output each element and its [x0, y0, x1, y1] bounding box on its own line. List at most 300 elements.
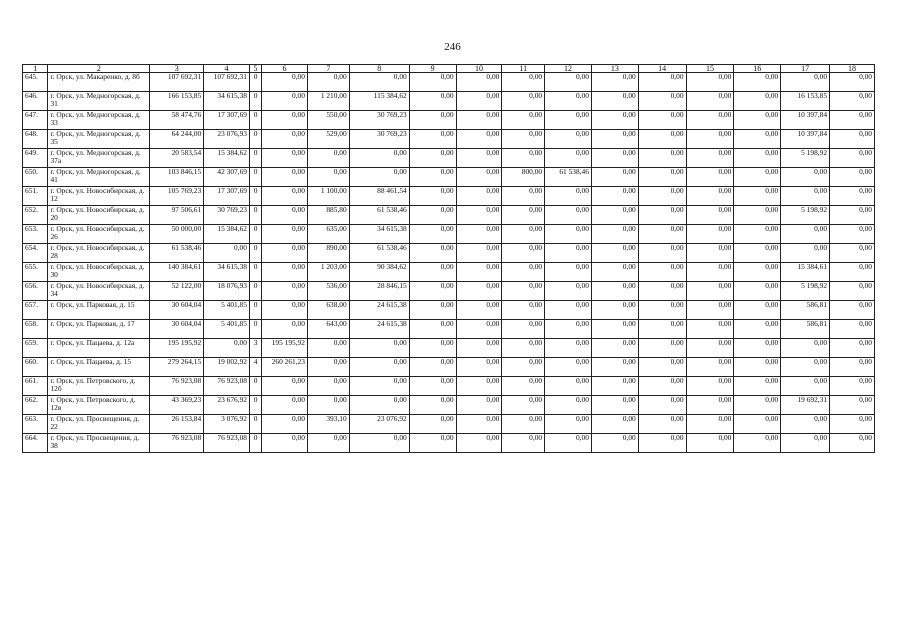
value-cell: 0,00 [262, 434, 308, 453]
value-cell: 0,00 [307, 377, 349, 396]
value-cell: 0,00 [349, 434, 409, 453]
value-cell: 0,00 [409, 168, 456, 187]
address-cell: г. Орск, ул. Медногорская, д. 41 [48, 168, 150, 187]
value-cell: 0,00 [545, 396, 592, 415]
value-cell: 0,00 [591, 377, 638, 396]
column-header: 2 [48, 65, 150, 73]
address-cell: г. Орск, ул. Медногорская, д. 35 [48, 130, 150, 149]
value-cell: 5 198,92 [781, 149, 830, 168]
value-cell: 0,00 [591, 320, 638, 339]
value-cell: 0,00 [686, 358, 734, 377]
value-cell: 0,00 [734, 415, 781, 434]
value-cell: 0,00 [638, 358, 686, 377]
value-cell: 0,00 [409, 282, 456, 301]
value-cell: 0,00 [830, 358, 875, 377]
value-cell: 107 692,31 [204, 73, 250, 92]
value-cell: 0 [249, 187, 261, 206]
value-cell: 0,00 [638, 168, 686, 187]
table-row [23, 225, 875, 244]
value-cell: 0,00 [456, 396, 502, 415]
value-cell: 0,00 [734, 320, 781, 339]
value-cell: 0,00 [734, 111, 781, 130]
value-cell: 0,00 [781, 339, 830, 358]
value-cell: 76 923,08 [150, 434, 204, 453]
value-cell: 0,00 [781, 415, 830, 434]
value-cell: 0,00 [591, 149, 638, 168]
value-cell: 0,00 [591, 187, 638, 206]
value-cell: 97 506,61 [150, 206, 204, 225]
column-header: 1 [23, 65, 48, 73]
value-cell: 0,00 [545, 149, 592, 168]
value-cell: 0,00 [262, 263, 308, 282]
value-cell: 0 [249, 130, 261, 149]
value-cell: 0,00 [781, 434, 830, 453]
value-cell: 0,00 [734, 339, 781, 358]
row-number-cell: 648. [23, 130, 48, 149]
value-cell: 0 [249, 244, 261, 263]
value-cell: 10 397,84 [781, 130, 830, 149]
value-cell: 43 369,23 [150, 396, 204, 415]
value-cell: 638,00 [307, 301, 349, 320]
value-cell: 0,00 [262, 396, 308, 415]
column-header: 11 [502, 65, 545, 73]
value-cell: 64 244,00 [150, 130, 204, 149]
value-cell: 0,00 [781, 225, 830, 244]
value-cell: 0,00 [456, 206, 502, 225]
value-cell: 20 583,54 [150, 149, 204, 168]
value-cell: 30 769,23 [204, 206, 250, 225]
value-cell: 0,00 [545, 111, 592, 130]
value-cell: 34 615,38 [204, 92, 250, 111]
value-cell: 0 [249, 225, 261, 244]
value-cell: 0,00 [781, 168, 830, 187]
value-cell: 90 384,62 [349, 263, 409, 282]
value-cell: 166 153,85 [150, 92, 204, 111]
value-cell: 0,00 [781, 244, 830, 263]
value-cell: 0,00 [734, 225, 781, 244]
value-cell: 61 538,46 [349, 206, 409, 225]
value-cell: 0,00 [456, 434, 502, 453]
value-cell: 0,00 [307, 434, 349, 453]
value-cell: 0,00 [456, 225, 502, 244]
value-cell: 0,00 [409, 377, 456, 396]
address-cell: г. Орск, ул. Просвещения, д. 38 [48, 434, 150, 453]
value-cell: 800,00 [502, 168, 545, 187]
value-cell: 0,00 [638, 149, 686, 168]
value-cell: 0,00 [638, 396, 686, 415]
value-cell: 0,00 [830, 225, 875, 244]
value-cell: 0,00 [502, 206, 545, 225]
value-cell: 643,00 [307, 320, 349, 339]
value-cell: 0,00 [686, 339, 734, 358]
value-cell: 0,00 [734, 149, 781, 168]
value-cell: 0,00 [349, 339, 409, 358]
value-cell: 0,00 [456, 282, 502, 301]
value-cell: 0,00 [502, 225, 545, 244]
value-cell: 52 122,00 [150, 282, 204, 301]
value-cell: 0,00 [545, 282, 592, 301]
value-cell: 0,00 [686, 168, 734, 187]
value-cell: 0,00 [409, 339, 456, 358]
value-cell: 0,00 [686, 225, 734, 244]
row-number-cell: 646. [23, 92, 48, 111]
value-cell: 0,00 [638, 92, 686, 111]
value-cell: 0,00 [830, 396, 875, 415]
value-cell: 30 769,23 [349, 111, 409, 130]
value-cell: 0,00 [262, 130, 308, 149]
value-cell: 0,00 [409, 244, 456, 263]
address-cell: г. Орск, ул. Медногорская, д. 31 [48, 92, 150, 111]
header-row [23, 65, 875, 73]
value-cell: 635,00 [307, 225, 349, 244]
value-cell: 0,00 [686, 415, 734, 434]
value-cell: 0,00 [502, 396, 545, 415]
value-cell: 0,00 [591, 206, 638, 225]
value-cell: 0,00 [456, 187, 502, 206]
value-cell: 0,00 [591, 301, 638, 320]
value-cell: 115 384,62 [349, 92, 409, 111]
value-cell: 0,00 [686, 282, 734, 301]
row-number-cell: 660. [23, 358, 48, 377]
value-cell: 15 384,62 [204, 225, 250, 244]
value-cell: 0,00 [456, 149, 502, 168]
value-cell: 0,00 [409, 92, 456, 111]
value-cell: 890,00 [307, 244, 349, 263]
value-cell: 0,00 [686, 263, 734, 282]
value-cell: 0,00 [262, 92, 308, 111]
value-cell: 0,00 [686, 111, 734, 130]
value-cell: 0,00 [349, 149, 409, 168]
value-cell: 23 076,92 [349, 415, 409, 434]
value-cell: 0,00 [545, 415, 592, 434]
address-cell: г. Орск, ул. Медногорская, д. 33 [48, 111, 150, 130]
value-cell: 1 203,00 [307, 263, 349, 282]
row-number-cell: 655. [23, 263, 48, 282]
value-cell: 0,00 [502, 339, 545, 358]
row-number-cell: 656. [23, 282, 48, 301]
value-cell: 0,00 [734, 168, 781, 187]
value-cell: 0,00 [781, 187, 830, 206]
value-cell: 0,00 [502, 149, 545, 168]
value-cell: 0,00 [638, 282, 686, 301]
value-cell: 103 846,15 [150, 168, 204, 187]
value-cell: 0,00 [349, 396, 409, 415]
value-cell: 0,00 [638, 111, 686, 130]
value-cell: 885,80 [307, 206, 349, 225]
value-cell: 26 153,84 [150, 415, 204, 434]
value-cell: 0,00 [262, 377, 308, 396]
column-header: 3 [150, 65, 204, 73]
row-number-cell: 650. [23, 168, 48, 187]
value-cell: 30 604,04 [150, 301, 204, 320]
value-cell: 0,00 [456, 130, 502, 149]
value-cell: 19 002,92 [204, 358, 250, 377]
value-cell: 586,81 [781, 301, 830, 320]
table-row [23, 282, 875, 301]
page-number: 246 [444, 41, 461, 53]
value-cell: 0,00 [409, 149, 456, 168]
value-cell: 0,00 [734, 396, 781, 415]
value-cell: 0,00 [591, 111, 638, 130]
value-cell: 0,00 [456, 168, 502, 187]
value-cell: 0,00 [262, 206, 308, 225]
address-cell: г. Орск, ул. Парковая, д. 15 [48, 301, 150, 320]
row-number-cell: 652. [23, 206, 48, 225]
value-cell: 0,00 [456, 320, 502, 339]
value-cell: 0,00 [262, 282, 308, 301]
address-cell: г. Орск, ул. Пацаева, д. 15 [48, 358, 150, 377]
value-cell: 0,00 [307, 73, 349, 92]
value-cell: 0,00 [686, 244, 734, 263]
value-cell: 30 604,04 [150, 320, 204, 339]
value-cell: 0,00 [204, 244, 250, 263]
address-cell: г. Орск, ул. Парковая, д. 17 [48, 320, 150, 339]
value-cell: 0,00 [734, 358, 781, 377]
value-cell: 536,00 [307, 282, 349, 301]
value-cell: 30 769,23 [349, 130, 409, 149]
value-cell: 0,00 [734, 301, 781, 320]
value-cell: 0,00 [545, 320, 592, 339]
value-cell: 0 [249, 92, 261, 111]
value-cell: 0,00 [591, 92, 638, 111]
value-cell: 260 261,23 [262, 358, 308, 377]
value-cell: 0,00 [638, 320, 686, 339]
value-cell: 1 210,00 [307, 92, 349, 111]
value-cell: 0,00 [734, 282, 781, 301]
address-cell: г. Орск, ул. Новосибирская, д. 34 [48, 282, 150, 301]
value-cell: 34 615,38 [204, 263, 250, 282]
value-cell: 0,00 [349, 358, 409, 377]
value-cell: 5 198,92 [781, 206, 830, 225]
value-cell: 0,00 [307, 339, 349, 358]
value-cell: 0,00 [262, 320, 308, 339]
value-cell: 0 [249, 111, 261, 130]
value-cell: 0,00 [456, 263, 502, 282]
value-cell: 0,00 [591, 339, 638, 358]
row-number-cell: 659. [23, 339, 48, 358]
row-number-cell: 649. [23, 149, 48, 168]
value-cell: 0,00 [456, 92, 502, 111]
value-cell: 0 [249, 434, 261, 453]
value-cell: 61 538,46 [349, 244, 409, 263]
column-header: 8 [349, 65, 409, 73]
table-row [23, 396, 875, 415]
value-cell: 17 307,69 [204, 111, 250, 130]
value-cell: 0,00 [409, 206, 456, 225]
value-cell: 0,00 [545, 187, 592, 206]
address-cell: г. Орск, ул. Просвещения, д. 22 [48, 415, 150, 434]
value-cell: 0,00 [638, 377, 686, 396]
column-header: 4 [204, 65, 250, 73]
value-cell: 0,00 [830, 320, 875, 339]
column-header: 13 [591, 65, 638, 73]
value-cell: 0,00 [591, 358, 638, 377]
value-cell: 15 384,61 [781, 263, 830, 282]
value-cell: 0,00 [638, 244, 686, 263]
value-cell: 16 153,85 [781, 92, 830, 111]
value-cell: 0,00 [262, 187, 308, 206]
value-cell: 0,00 [830, 244, 875, 263]
column-header: 12 [545, 65, 592, 73]
value-cell: 0,00 [456, 301, 502, 320]
value-cell: 0,00 [456, 244, 502, 263]
value-cell: 0,00 [591, 73, 638, 92]
table-row [23, 434, 875, 453]
row-number-cell: 653. [23, 225, 48, 244]
value-cell: 0 [249, 377, 261, 396]
value-cell: 0,00 [686, 187, 734, 206]
value-cell: 0 [249, 415, 261, 434]
value-cell: 50 000,00 [150, 225, 204, 244]
value-cell: 0,00 [409, 415, 456, 434]
value-cell: 0,00 [456, 111, 502, 130]
row-number-cell: 651. [23, 187, 48, 206]
value-cell: 0,00 [502, 263, 545, 282]
value-cell: 0,00 [545, 301, 592, 320]
value-cell: 0,00 [262, 301, 308, 320]
value-cell: 195 195,92 [150, 339, 204, 358]
value-cell: 550,00 [307, 111, 349, 130]
value-cell: 195 195,92 [262, 339, 308, 358]
value-cell: 0,00 [781, 73, 830, 92]
value-cell: 18 076,93 [204, 282, 250, 301]
value-cell: 0,00 [830, 339, 875, 358]
value-cell: 0,00 [734, 92, 781, 111]
value-cell: 0,00 [734, 263, 781, 282]
value-cell: 0,00 [734, 73, 781, 92]
value-cell: 0,00 [262, 168, 308, 187]
address-cell: г. Орск, ул. Петровского, д. 12б [48, 377, 150, 396]
value-cell: 0,00 [830, 187, 875, 206]
value-cell: 0,00 [591, 434, 638, 453]
value-cell: 0,00 [591, 396, 638, 415]
value-cell: 0,00 [545, 92, 592, 111]
value-cell: 0,00 [545, 225, 592, 244]
value-cell: 0,00 [591, 244, 638, 263]
value-cell: 0,00 [638, 73, 686, 92]
value-cell: 17 307,69 [204, 187, 250, 206]
table-row [23, 111, 875, 130]
value-cell: 0,00 [545, 244, 592, 263]
address-cell: г. Орск, ул. Новосибирская, д. 28 [48, 244, 150, 263]
value-cell: 0,00 [734, 187, 781, 206]
column-header: 15 [686, 65, 734, 73]
value-cell: 61 538,46 [150, 244, 204, 263]
table-body [23, 73, 875, 453]
value-cell: 0,00 [409, 434, 456, 453]
value-cell: 0,00 [502, 111, 545, 130]
table-row [23, 301, 875, 320]
table-row [23, 206, 875, 225]
value-cell: 0,00 [781, 358, 830, 377]
value-cell: 0,00 [686, 396, 734, 415]
value-cell: 0 [249, 168, 261, 187]
value-cell: 28 846,15 [349, 282, 409, 301]
table-row [23, 244, 875, 263]
value-cell: 0,00 [686, 320, 734, 339]
address-cell: г. Орск, ул. Петровского, д. 12в [48, 396, 150, 415]
value-cell: 0,00 [545, 358, 592, 377]
value-cell: 0,00 [262, 73, 308, 92]
row-number-cell: 654. [23, 244, 48, 263]
value-cell: 0,00 [262, 225, 308, 244]
value-cell: 0,00 [409, 225, 456, 244]
value-cell: 0,00 [830, 377, 875, 396]
value-cell: 0,00 [830, 282, 875, 301]
value-cell: 0,00 [781, 377, 830, 396]
table-row [23, 130, 875, 149]
value-cell: 0,00 [409, 301, 456, 320]
value-cell: 4 [249, 358, 261, 377]
value-cell: 0 [249, 320, 261, 339]
value-cell: 0,00 [456, 73, 502, 92]
address-cell: г. Орск, ул. Новосибирская, д. 26 [48, 225, 150, 244]
value-cell: 0,00 [502, 320, 545, 339]
value-cell: 0,00 [734, 130, 781, 149]
value-cell: 0,00 [409, 263, 456, 282]
value-cell: 0,00 [830, 92, 875, 111]
value-cell: 0,00 [349, 73, 409, 92]
value-cell: 0,00 [502, 301, 545, 320]
value-cell: 0,00 [830, 130, 875, 149]
value-cell: 0,00 [830, 301, 875, 320]
value-cell: 0 [249, 396, 261, 415]
value-cell: 0,00 [638, 301, 686, 320]
value-cell: 5 401,85 [204, 301, 250, 320]
row-number-cell: 664. [23, 434, 48, 453]
value-cell: 0,00 [830, 111, 875, 130]
table-row [23, 339, 875, 358]
value-cell: 0,00 [502, 377, 545, 396]
value-cell: 0,00 [502, 187, 545, 206]
row-number-cell: 645. [23, 73, 48, 92]
value-cell: 0 [249, 282, 261, 301]
value-cell: 15 384,62 [204, 149, 250, 168]
value-cell: 0,00 [734, 377, 781, 396]
value-cell: 0,00 [591, 225, 638, 244]
table-row [23, 149, 875, 168]
row-number-cell: 657. [23, 301, 48, 320]
value-cell: 0,00 [686, 73, 734, 92]
value-cell: 0,00 [830, 415, 875, 434]
value-cell: 0,00 [545, 263, 592, 282]
column-header: 10 [456, 65, 502, 73]
table-row [23, 168, 875, 187]
housing-register-table [22, 64, 875, 453]
value-cell: 0,00 [456, 415, 502, 434]
value-cell: 0,00 [409, 73, 456, 92]
value-cell: 0,00 [409, 320, 456, 339]
value-cell: 0 [249, 73, 261, 92]
value-cell: 10 397,84 [781, 111, 830, 130]
value-cell: 0,00 [734, 434, 781, 453]
value-cell: 279 264,15 [150, 358, 204, 377]
value-cell: 0,00 [686, 301, 734, 320]
value-cell: 0,00 [686, 434, 734, 453]
table-row [23, 187, 875, 206]
value-cell: 0,00 [686, 92, 734, 111]
value-cell: 0 [249, 263, 261, 282]
row-number-cell: 663. [23, 415, 48, 434]
value-cell: 0,00 [262, 244, 308, 263]
table-row [23, 92, 875, 111]
value-cell: 0,00 [830, 263, 875, 282]
row-number-cell: 658. [23, 320, 48, 339]
row-number-cell: 647. [23, 111, 48, 130]
value-cell: 0,00 [638, 187, 686, 206]
value-cell: 0,00 [591, 263, 638, 282]
value-cell: 0 [249, 301, 261, 320]
